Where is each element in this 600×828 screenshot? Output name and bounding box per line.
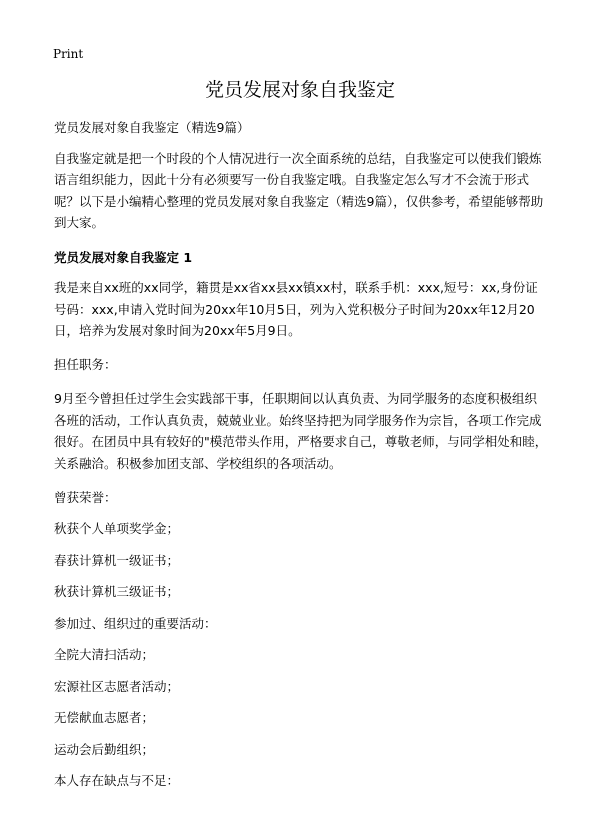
intro-paragraph: 自我鉴定就是把一个时段的个人情况进行一次全面系统的总结，自我鉴定可以使我们锻炼语言组织能力，因此十分有必须要写一份自我鉴定哦。自我鉴定怎么写才不会流于形式呢？以下是小编精心整理的党员发展对象自我鉴定（精选9篇），仅供参考，希望能够帮助到大家。 <box>54 150 544 230</box>
honor-item: 秋获计算机三级证书； <box>54 584 180 599</box>
section-heading: 党员发展对象自我鉴定 1 <box>54 249 193 265</box>
honors-label: 曾获荣誉： <box>54 489 117 505</box>
page-title: 党员发展对象自我鉴定 <box>204 79 395 101</box>
activity-item: 宏源社区志愿者活动； <box>54 678 180 694</box>
print-link[interactable]: Print <box>53 47 84 61</box>
duties-label: 担任职务： <box>54 357 117 372</box>
activity-item: 无偿献血志愿者； <box>54 710 155 725</box>
honor-item: 秋获个人单项奖学金； <box>54 521 180 536</box>
shortcomings-label: 本人存在缺点与不足： <box>54 773 180 788</box>
duties-paragraph: 9月至今曾担任过学生会实践部干事，任职期间以认真负责、为同学服务的态度积极组织各班的活动，工作认真负责，兢兢业业。始终坚持把为同学服务作为宗旨，各项工作完成很好。在团员中具有较好的"模范带头作用，严格要求自己，尊敬老师，与同学相处和睦，关系融洽。积极参加团支部、学校组织的各项活动。 <box>54 391 548 471</box>
activity-item: 全院大清扫活动； <box>54 647 155 662</box>
activity-item: 运动会后勤组织； <box>54 741 155 757</box>
activities-label: 参加过、组织过的重要活动： <box>54 615 217 631</box>
article-body <box>54 117 548 802</box>
article-subtitle: 党员发展对象自我鉴定（精选9篇） <box>54 120 250 135</box>
self-intro-paragraph: 我是来自xx班的xx同学，籍贯是xx省xx县xx镇xx村，联系手机：xxx,短号：xx,身份证号码：xxx,申请入党时间为20xx年10月5日，列为入党积极分子时间为20xx年12月20日，培养为发展对象时间为20xx年5月9日。 <box>54 280 538 338</box>
honor-item: 春获计算机一级证书； <box>54 552 180 568</box>
